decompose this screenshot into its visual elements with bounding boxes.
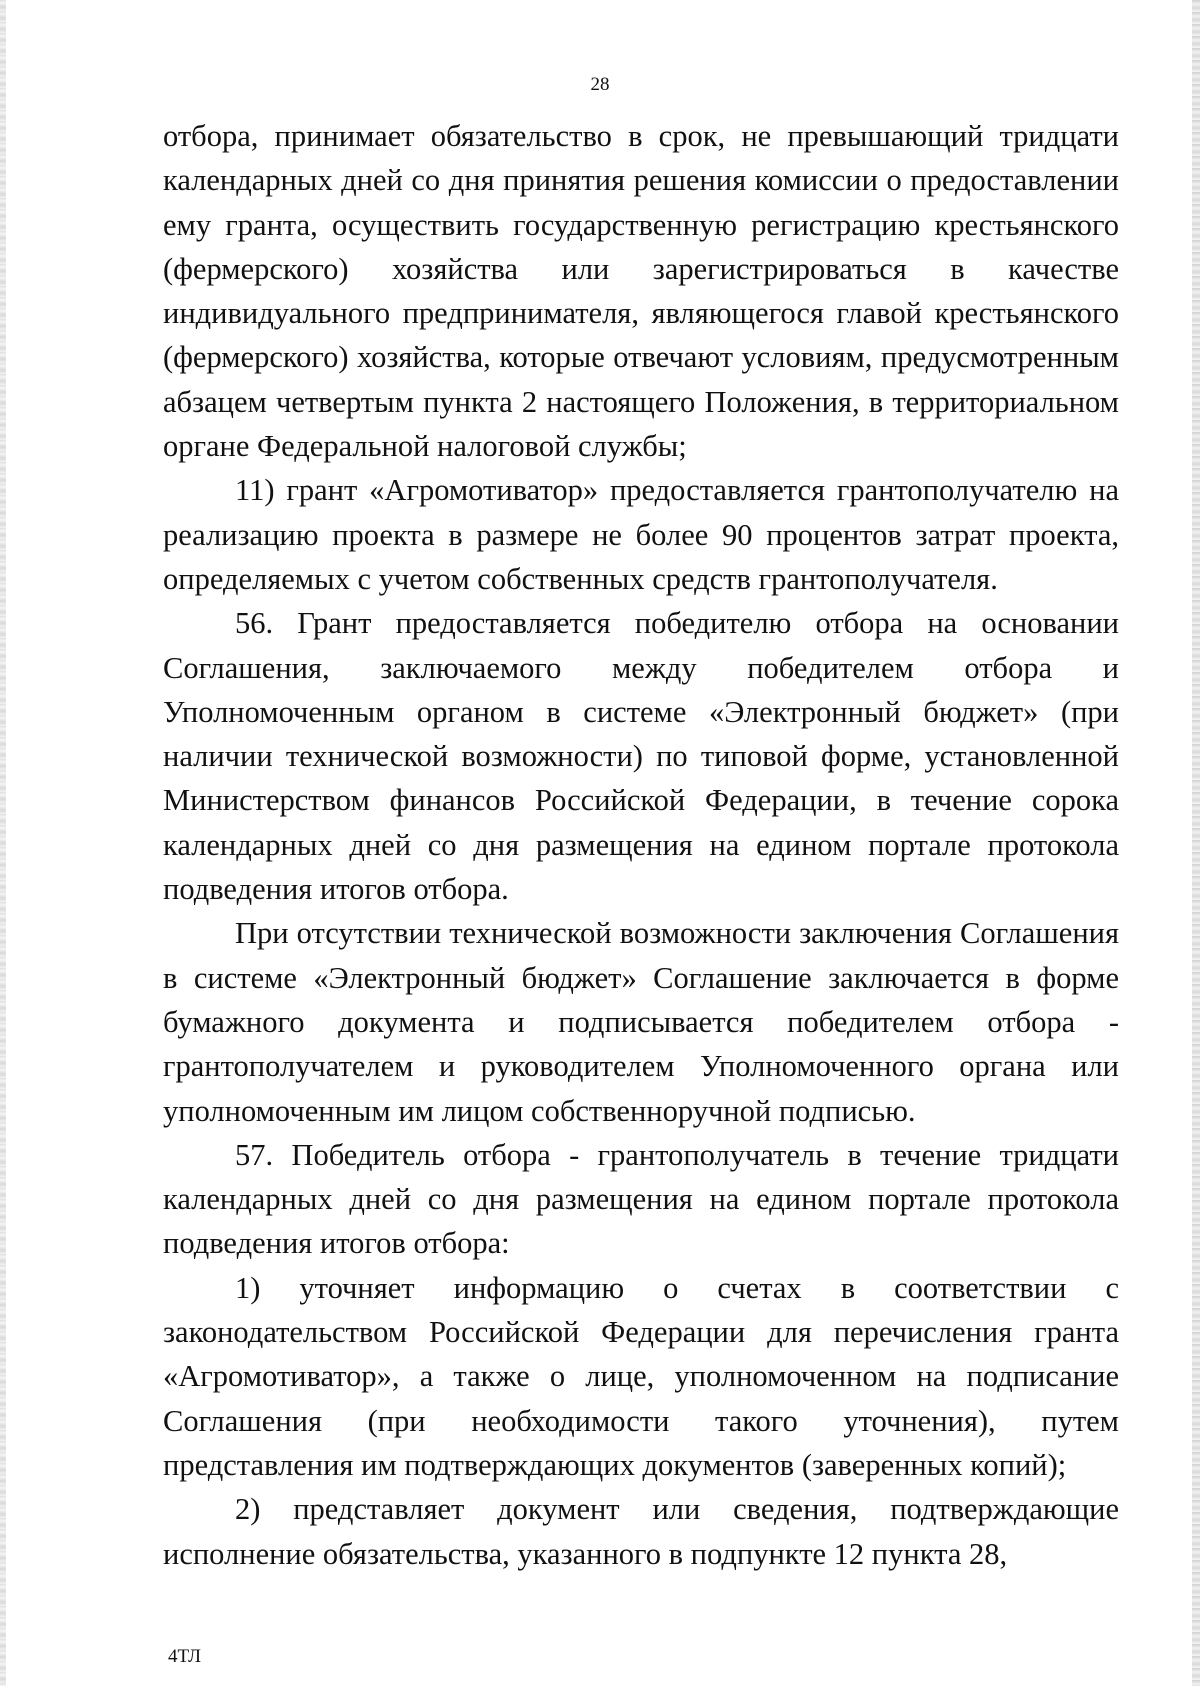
paragraph-56: 56. Грант предоставляется победителю отбора на основании Соглашения, заключаемого между победителем отбора и Уполномоченным органом в системе «Электронный бюджет» (при наличии технической возможности) по типовой форме, установленной Министерством финансов Российской Федерации, в течение сорока календарных дней со дня размещения на едином портале протокола подведения итогов отбора. [163,606,1119,907]
document-body [163,114,1119,1576]
paragraph-no-technical-possibility: При отсутствии технической возможности заключения Соглашения в системе «Электронный бюджет» Соглашение заключается в форме бумажного документа и подписывается победителем отбора - грантополучателем и руководителем Уполномоченного органа или уполномоченным им лицом собственноручной подписью. [163,916,1119,1128]
scan-edge-left [0,0,6,1686]
scan-edge-right [1192,0,1200,1686]
paragraph-57: 57. Победитель отбора - грантополучатель в течение тридцати календарных дней со дня размещения на едином портале протокола подведения итогов отбора: [163,1137,1119,1261]
footer-code: 4ТЛ [168,1646,202,1667]
paragraph-item-11: 11) грант «Агромотиватор» предоставляется грантополучателю на реализацию проекта в размере не более 90 процентов затрат проекта, определяемых с учетом собственных средств грантополучателя. [163,473,1119,596]
page-number: 28 [590,74,610,95]
paragraph-57-item-1: 1) уточняет информацию о счетах в соответствии с законодательством Российской Федерации для перечисления гранта «Агромотиватор», а также о лице, уполномоченном на подписание Соглашения (при необходимости такого уточнения), путем представления им подтверждающих документов (заверенных копий); [163,1270,1119,1482]
paragraph-continuation: отбора, принимает обязательство в срок, не превышающий тридцати календарных дней со дня принятия решения комиссии о предоставлении ему гранта, осуществить государственную регистрацию крестьянского (фермерского) хозяйства или зарегистрироваться в качестве индивидуального предпринимателя, являющегося главой крестьянского (фермерского) хозяйства, которые отвечают условиям, предусмотренным абзацем четвертым пункта 2 настоящего Положения, в территориальном органе Федеральной налоговой службы; [163,119,1119,464]
paragraph-57-item-2: 2) представляет документ или сведения, подтверждающие исполнение обязательства, указанного в подпункте 12 пункта 28, [163,1492,1119,1571]
